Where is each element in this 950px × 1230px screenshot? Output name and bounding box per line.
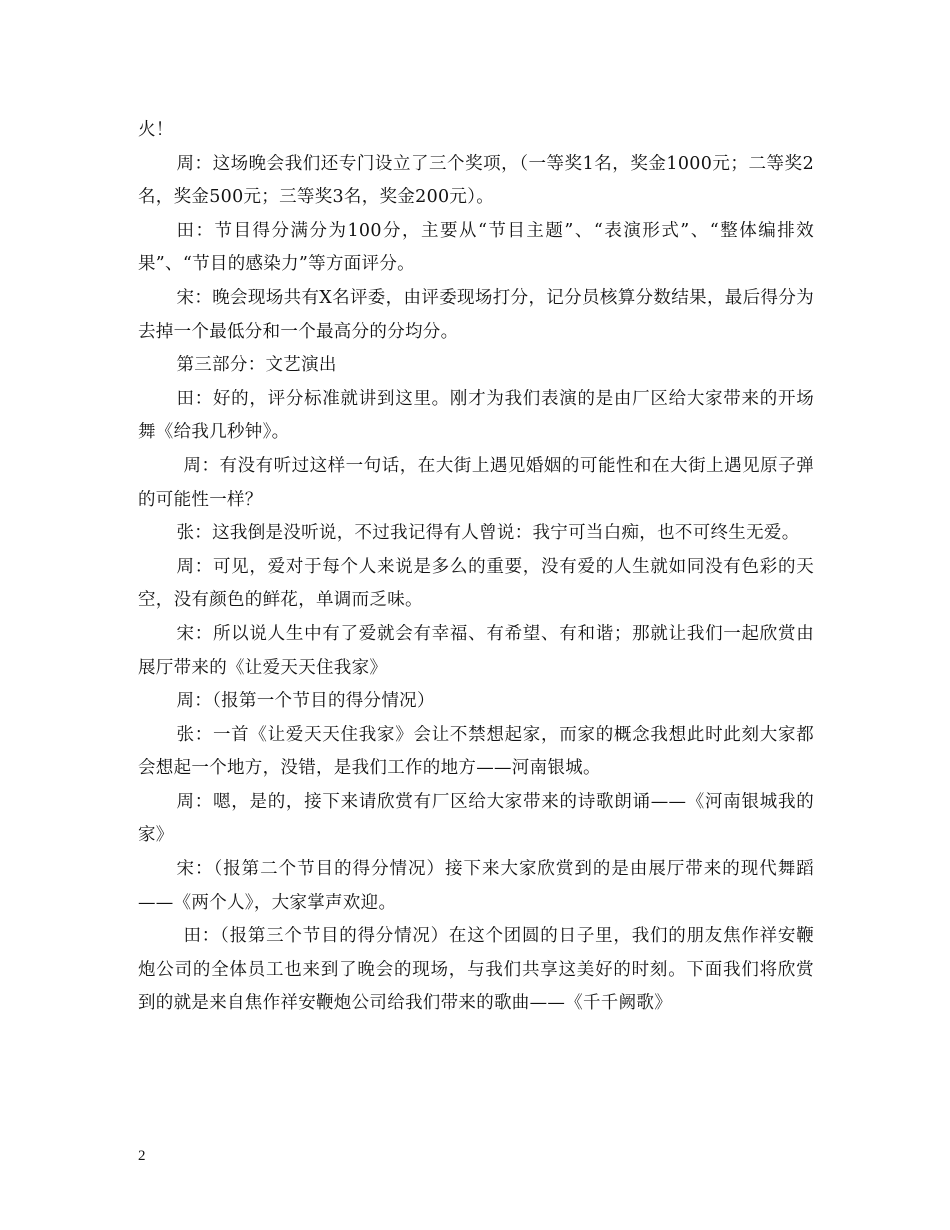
paragraph: 张：一首《让爱天天住我家》会让不禁想起家，而家的概念我想此时此刻大家都会想起一个地方，没错，是我们工作的地方——河南银城。 xyxy=(138,724,814,779)
paragraph: 周：可见，爱对于每个人来说是多么的重要，没有爱的人生就如同没有色彩的天空，没有颜色的鲜花，单调而乏味。 xyxy=(138,556,814,611)
paragraph: 周：嗯，是的，接下来请欣赏有厂区给大家带来的诗歌朗诵——《河南银城我的家》 xyxy=(138,791,814,846)
page-number: 2 xyxy=(138,1148,146,1164)
paragraph: 周：（报第一个节目的得分情况） xyxy=(176,691,435,712)
paragraph: 张：这我倒是没听说，不过我记得有人曾说：我宁可当白痴，也不可终生无爱。 xyxy=(176,523,800,544)
paragraph: 火！ xyxy=(138,120,174,140)
paragraph: 宋：（报第二个节目的得分情况）接下来大家欣赏到的是由展厅带来的现代舞蹈——《两个人》，大家掌声欢迎。 xyxy=(138,859,814,913)
paragraph: 田：节目得分满分为100分，主要从“节目主题”、“表演形式”、“整体编排效果”、“节目的感染力”等方面评分。 xyxy=(138,220,814,275)
paragraph: 田：（报第三个节目的得分情况）在这个团圆的日子里，我们的朋友焦作祥安鞭炮公司的全体员工也来到了晚会的现场，与我们共享这美好的时刻。下面我们将欣赏到的就是来自焦作祥安鞭炮公司给我们带来的歌曲——《千千阙歌》 xyxy=(138,926,814,1014)
paragraph: 宋：所以说人生中有了爱就会有幸福、有希望、有和谐；那就让我们一起欣赏由展厅带来的《让爱天天住我家》 xyxy=(138,623,814,678)
paragraph: 田：好的，评分标准就讲到这里。刚才为我们表演的是由厂区给大家带来的开场舞《给我几秒钟》。 xyxy=(138,388,814,443)
paragraph: 周：这场晚会我们还专门设立了三个奖项，（一等奖1名，奖金1000元；二等奖2名，奖金500元；三等奖3名，奖金200元）。 xyxy=(138,153,814,208)
paragraph: 宋：晚会现场共有X名评委，由评委现场打分，记分员核算分数结果，最后得分为去掉一个最低分和一个最高分的分均分。 xyxy=(138,287,814,342)
document-body xyxy=(138,114,814,1021)
section-heading: 第三部分：文艺演出 xyxy=(176,355,337,376)
paragraph: 周：有没有听过这样一句话，在大街上遇见婚姻的可能性和在大街上遇见原子弹的可能性一样？ xyxy=(138,455,814,510)
